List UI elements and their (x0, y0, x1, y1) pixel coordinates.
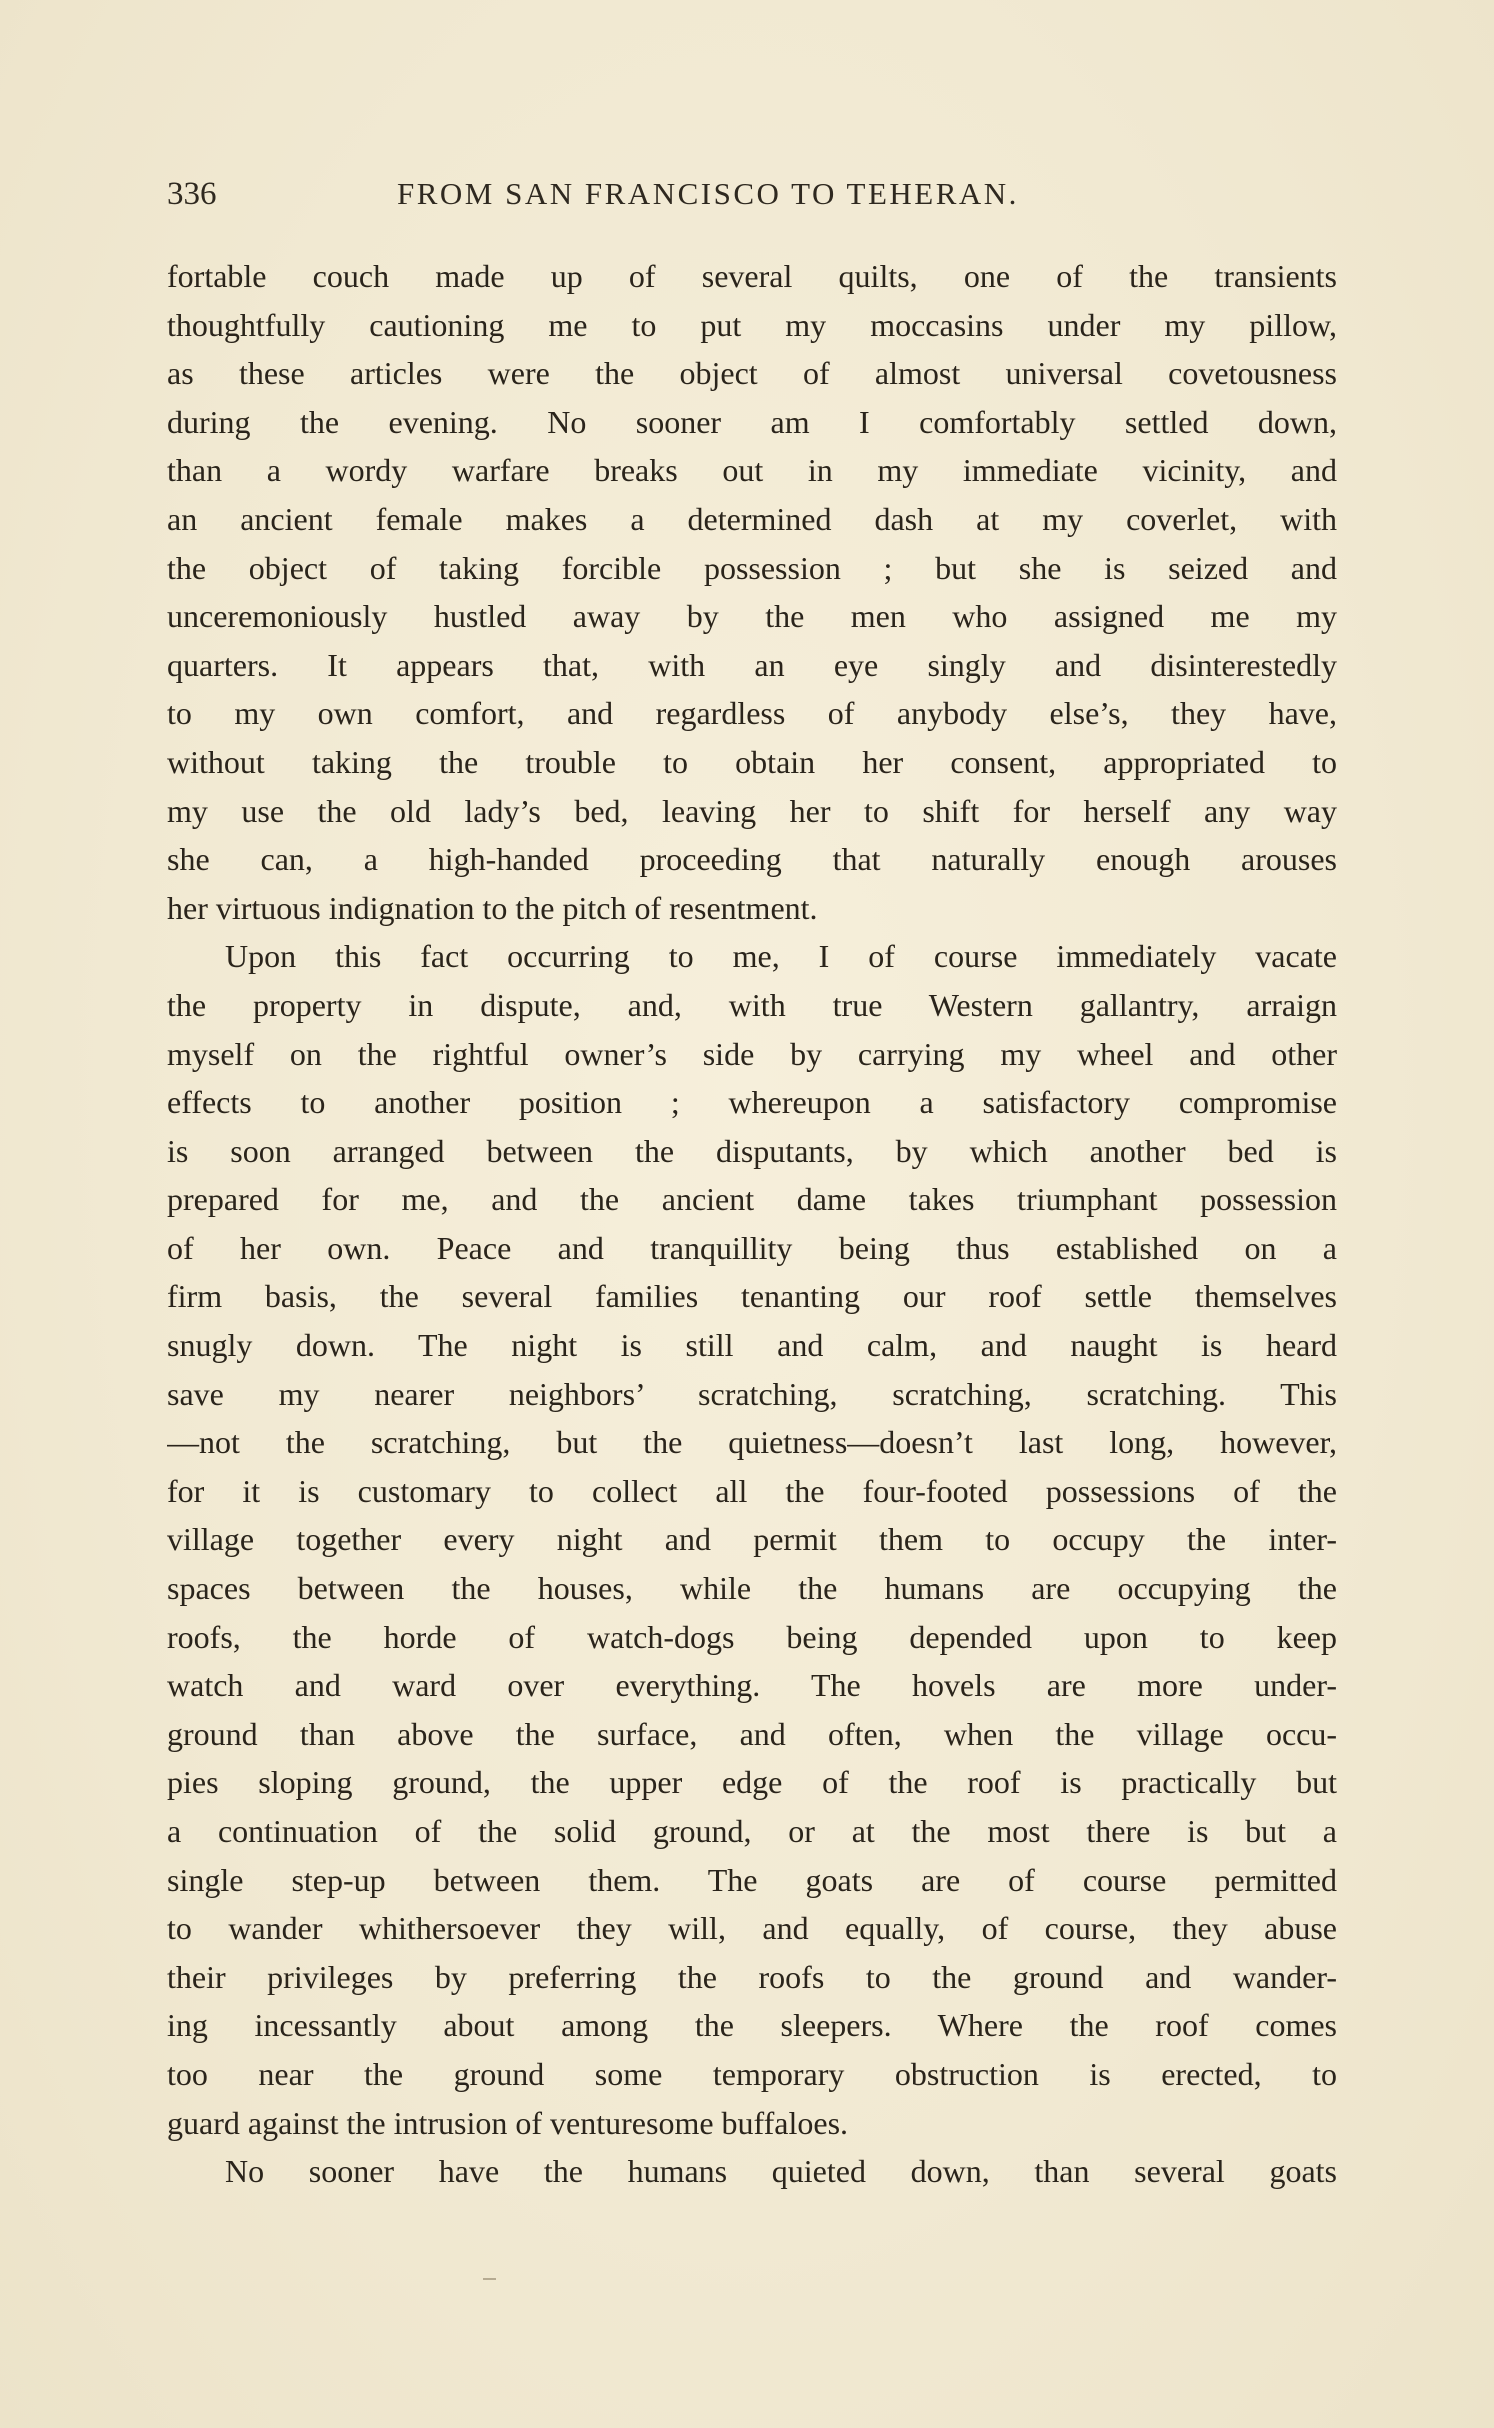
text-line: as these articles were the object of almost universal covetousness (167, 355, 1337, 392)
page-number: 336 (167, 176, 217, 212)
text-line: an ancient female makes a determined dash at my coverlet, with (167, 500, 1337, 537)
text-line: single step-up between them. The goats are of course permitted (167, 1861, 1337, 1898)
text-line: snugly down. The night is still and calm, and naught is heard (167, 1327, 1337, 1364)
text-line: of her own. Peace and tranquillity being thus established on a (167, 1229, 1337, 1266)
text-line: she can, a high-handed proceeding that naturally enough arouses (167, 841, 1337, 878)
body-text (167, 252, 1337, 2196)
text-line: ing incessantly about among the sleepers. Where the roof comes (167, 2007, 1337, 2044)
print-mark (483, 2278, 496, 2280)
text-line: without taking the trouble to obtain her consent, appropriated to (167, 743, 1337, 780)
text-line: a continuation of the solid ground, or at the most there is but a (167, 1813, 1337, 1849)
text-line: unceremoniously hustled away by the men who assigned me my (167, 598, 1337, 635)
text-line: roofs, the horde of watch-dogs being depended upon to keep (167, 1618, 1337, 1655)
text-line: too near the ground some temporary obstruction is erected, to (167, 2055, 1337, 2092)
text-line: watch and ward over everything. The hovels are more under- (167, 1667, 1337, 1704)
text-line: during the evening. No sooner am I comfortably settled down, (167, 403, 1337, 440)
text-line: prepared for me, and the ancient dame takes triumphant possession (167, 1181, 1337, 1218)
text-line: —not the scratching, but the quietness—doesn’t last long, however, (167, 1424, 1337, 1461)
page-header (167, 172, 1337, 224)
paragraph-first-line: Upon this fact occurring to me, I of course immediately vacate (225, 938, 1337, 975)
paragraph-last-line: her virtuous indignation to the pitch of resentment. (167, 889, 818, 926)
text-line: effects to another position ; whereupon a satisfactory compromise (167, 1084, 1337, 1121)
text-line: is soon arranged between the disputants, by which another bed is (167, 1132, 1337, 1169)
text-line: village together every night and permit them to occupy the inter- (167, 1521, 1337, 1558)
paragraph-first-line: No sooner have the humans quieted down, than several goats (225, 2153, 1337, 2190)
text-line: quarters. It appears that, with an eye singly and disinterestedly (167, 646, 1337, 683)
text-line: than a wordy warfare breaks out in my immediate vicinity, and (167, 452, 1337, 489)
running-head: FROM SAN FRANCISCO TO TEHERAN. (397, 176, 1019, 211)
text-line: their privileges by preferring the roofs to the ground and wander- (167, 1958, 1337, 1995)
text-line: the property in dispute, and, with true Western gallantry, arraign (167, 986, 1337, 1023)
paragraph-last-line: guard against the intrusion of venturesome buffaloes. (167, 2104, 849, 2141)
text-line: myself on the rightful owner’s side by carrying my wheel and other (167, 1035, 1337, 1072)
text-line: to my own comfort, and regardless of anybody else’s, they have, (167, 695, 1337, 732)
text-line: thoughtfully cautioning me to put my moccasins under my pillow, (167, 306, 1337, 343)
text-line: save my nearer neighbors’ scratching, scratching, scratching. This (167, 1375, 1337, 1412)
text-line: the object of taking forcible possession ; but she is seized and (167, 549, 1337, 586)
text-line: ground than above the surface, and often, when the village occu- (167, 1715, 1337, 1752)
text-line: to wander whithersoever they will, and equally, of course, they abuse (167, 1910, 1337, 1947)
text-line: for it is customary to collect all the four-footed possessions of the (167, 1472, 1337, 1509)
text-line: fortable couch made up of several quilts, one of the transients (167, 258, 1337, 294)
text-line: spaces between the houses, while the humans are occupying the (167, 1570, 1337, 1607)
text-line: firm basis, the several families tenanting our roof settle themselves (167, 1278, 1337, 1315)
text-line: my use the old lady’s bed, leaving her to shift for herself any way (167, 792, 1337, 829)
text-line: pies sloping ground, the upper edge of the roof is practically but (167, 1764, 1337, 1801)
